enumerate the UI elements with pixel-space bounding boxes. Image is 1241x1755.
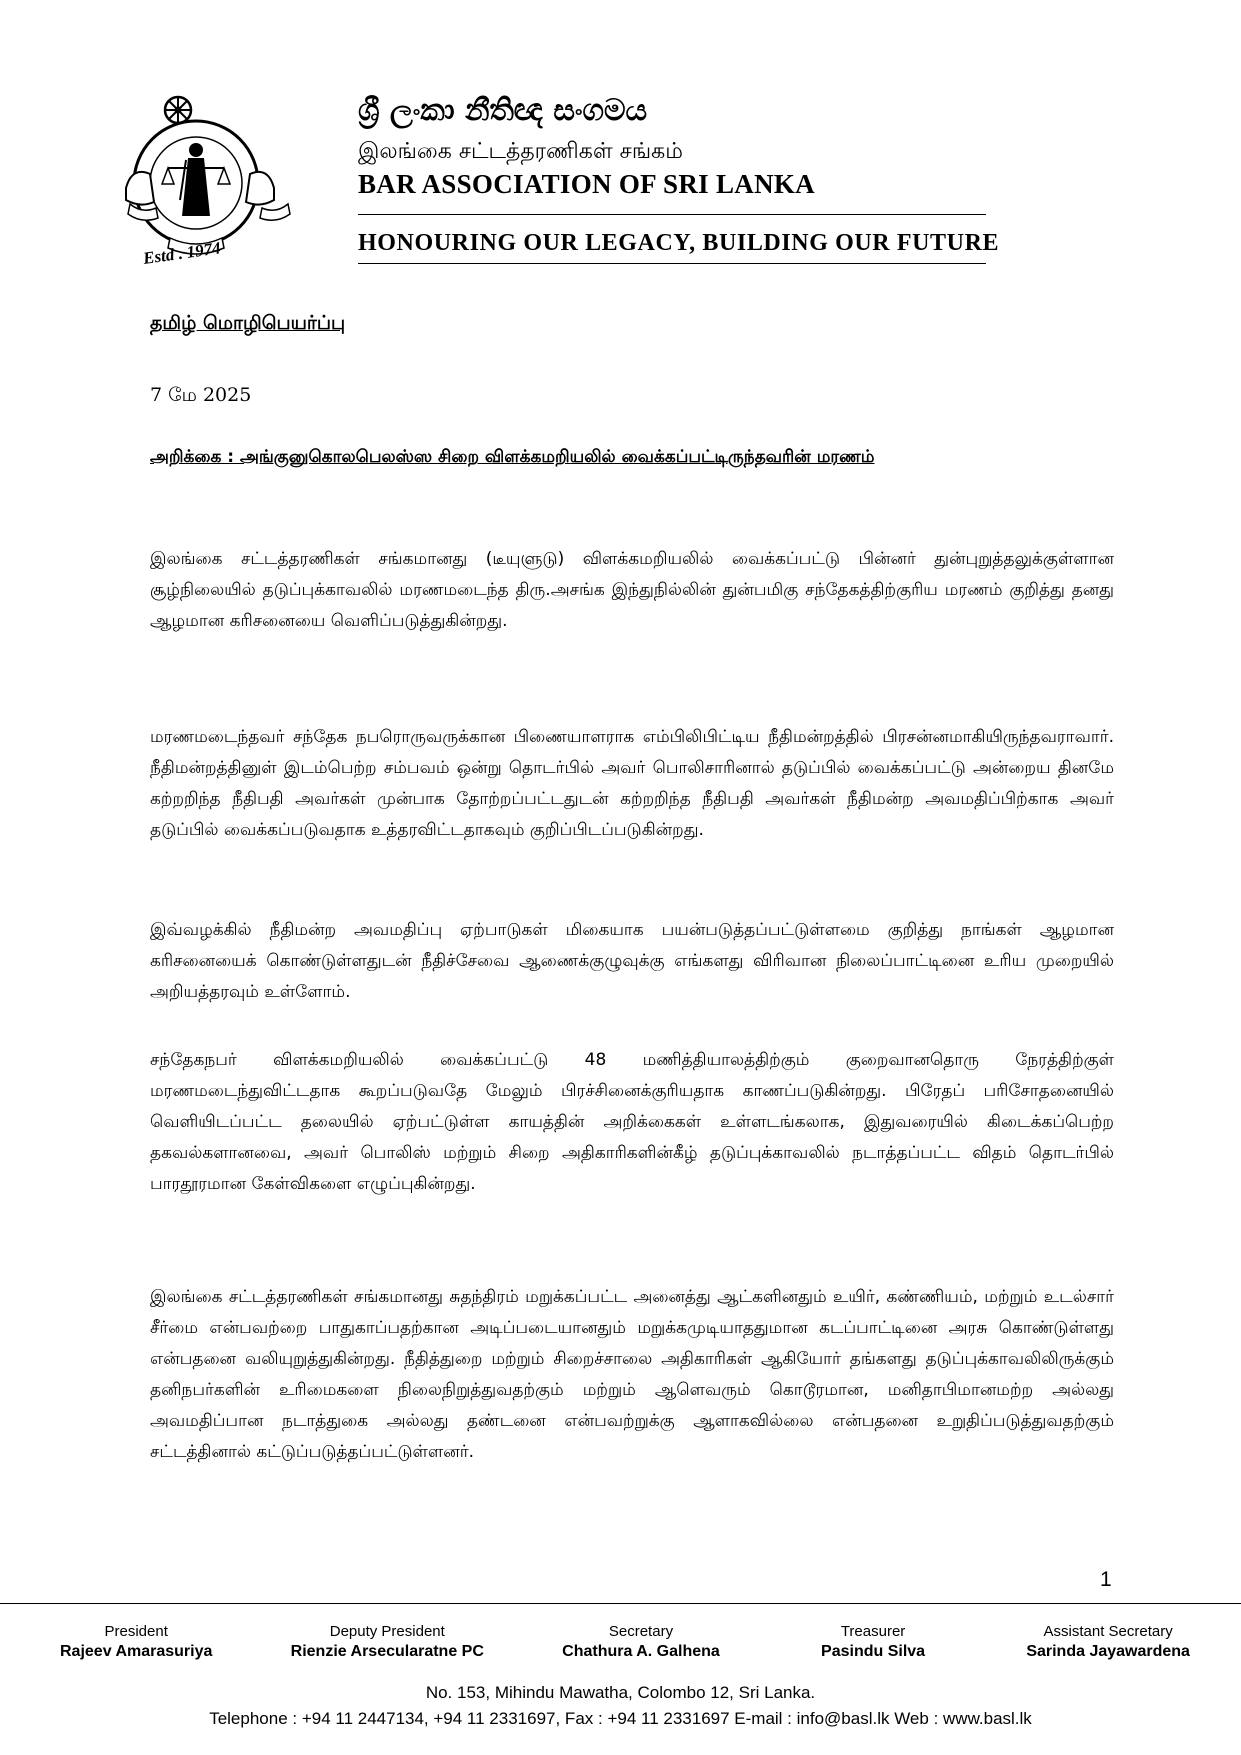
officer-role: Secretary [608,1623,674,1640]
established-label: Estd . 1974 [141,238,222,268]
officer-name: Pasindu Silva [821,1643,926,1660]
org-name-english: BAR ASSOCIATION OF SRI LANKA [358,169,815,199]
page-number: 1 [1100,1568,1112,1591]
officer-name: Rajeev Amarasuriya [60,1643,213,1660]
basl-crest-icon [118,88,318,278]
document-date: 7 மே 2025 [150,384,252,406]
office-bearers [60,1622,1190,1663]
footer-address: No. 153, Mihindu Mawatha, Colombo 12, Sri Lanka. [425,1683,816,1702]
body-paragraph: சந்தேகநபர் விளக்கமறியலில் வைக்கப்பட்டு 48 மணித்தியாலத்திற்கும் குறைவானதொரு நேரத்திற்குள் மரணமடைந்துவிட்டதாக கூறப்படுவதே மேலும் பிரச்சினைக்குரியதாக காணப்படுகின்றது. பிரேதப் பரிசோதனையில் வெளியிடப்பட்ட தலையில் ஏற்பட்டுள்ள காயத்தின் அறிக்கைகள் உள்ளடங்கலாக, இதுவரையில் கிடைக்கப்பெற்ற தகவல்களானவை, அவர் பொலிஸ் மற்றும் சிறை அதிகாரிகளின்கீழ் தடுப்புக்காவலில் நடாத்தப்பட்ட விதம் தொடர்பில் பாரதூரமான கேள்விகளை எழுப்புகின்றது. [150,1050,1114,1194]
officer-secretary [562,1622,720,1663]
org-name-tamil: இலங்கை சட்டத்தரணிகள் சங்கம் [358,139,683,164]
officer-role: Assistant Secretary [1043,1623,1173,1640]
footer-contact: Telephone : +94 11 2447134, +94 11 2331697, Fax : +94 11 2331697 E-mail : info@basl.lk Web : www.basl.lk [209,1709,1032,1728]
officer-role: Treasurer [840,1623,906,1640]
body-paragraph: இவ்வழக்கில் நீதிமன்ற அவமதிப்பு ஏற்பாடுகள் மிகையாக பயன்படுத்தப்பட்டுள்ளமை குறித்து நாங்கள் ஆழமான கரிசனையைக் கொண்டுள்ளதுடன் நீதிச்சேவை ஆணைக்குழுவுக்கு எங்களது விரிவான நிலைப்பாட்டினை உரிய முறையில் அறியத்தரவும் உள்ளோம். [150,920,1114,1002]
body-paragraph: இலங்கை சட்டத்தரணிகள் சங்கமானது (டீயுளுடு) விளக்கமறியலில் வைக்கப்பட்டு பின்னர் துன்புறுத்தலுக்குள்ளான சூழ்நிலையில் தடுப்புக்காவலில் மரணமடைந்த திரு.அசங்க இந்துநில்லின் துன்பமிகு சந்தேகத்திற்குரிய மரணம் குறித்து தனது ஆழமான கரிசனையை வெளிப்படுத்துகின்றது. [150,549,1114,631]
document-subject: அறிக்கை : அங்குனுகொலபெலஸ்ஸ சிறை விளக்கமறியலில் வைக்கப்பட்டிருந்தவரின் மரணம் [150,447,875,467]
officer-role: Deputy President [329,1623,445,1640]
officer-president [60,1622,212,1663]
officer-role: President [104,1623,168,1640]
officer-assistant-secretary [1026,1622,1190,1663]
motto-underline [358,263,986,264]
officer-name: Sarinda Jayawardena [1026,1643,1190,1660]
lady-justice-icon [162,143,230,216]
document-heading: தமிழ் மொழிபெயர்ப்பு [150,312,346,334]
body-paragraph: இலங்கை சட்டத்தரணிகள் சங்கமானது சுதந்திரம் மறுக்கப்பட்ட அனைத்து ஆட்களினதும் உயிர், கண்ணியம், மற்றும் உடல்சார் சீர்மை என்பவற்றை பாதுகாப்பதற்கான அடிப்படையானதும் மறுக்கமுடியாததுமான கடப்பாட்டினை அரசு கொண்டுள்ளது என்பதனை வலியுறுத்துகின்றது. நீதித்துறை மற்றும் சிறைச்சாலை அதிகாரிகள் ஆகியோர் தங்களது தடுப்புக்காவலிலிருக்கும் தனிநபர்களின் உரிமைகளை நிலைநிறுத்துவதற்கும் மற்றும் ஆளெவரும் கொடூரமான, மனிதாபிமானமற்ற அல்லது அவமதிப்பான நடாத்துகை அல்லது தண்டனை என்பவற்றுக்கு ஆளாகவில்லை என்பதனை உறுதிப்படுத்துவதற்கும் சட்டத்தினால் கட்டுப்படுத்தப்பட்டுள்ளனர். [150,1287,1114,1462]
right-lion-scroll-icon [246,172,290,220]
org-name-sinhala: ශ්‍රී ලංකා නීතිඥ සංගමය [358,93,648,128]
body-paragraph: மரணமடைந்தவர் சந்தேக நபரொருவருக்கான பிணையாளராக எம்பிலிபிட்டிய நீதிமன்றத்தில் பிரசன்னமாகியிருந்தவராவார். நீதிமன்றத்தினுள் இடம்பெற்ற சம்பவம் ஒன்று தொடர்பில் அவர் பொலிசாரினால் தடுப்பில் வைக்கப்பட்டு அன்றைய தினமே கற்றறிந்த நீதிபதி அவர்கள் முன்பாக தோற்றப்பட்டதுடன் கற்றறிந்த நீதிபதி அவர்கள் நீதிமன்ற அவமதிப்பிற்காக அவர் தடுப்பில் வைக்கப்படுவதாக உத்தரவிட்டதாகவும் குறிப்பிடப்படுகின்றது. [150,727,1114,840]
officer-name: Chathura A. Galhena [562,1643,720,1660]
header-divider [358,214,986,215]
org-motto: HONOURING OUR LEGACY, BUILDING OUR FUTURE [358,230,1000,256]
footer-divider [0,1603,1241,1604]
officer-name: Rienzie Arsecularatne PC [290,1643,484,1660]
officer-deputy-president [291,1622,484,1663]
left-lion-scroll-icon [126,172,158,220]
officer-treasurer [798,1622,948,1663]
dharma-wheel-icon [165,97,191,123]
